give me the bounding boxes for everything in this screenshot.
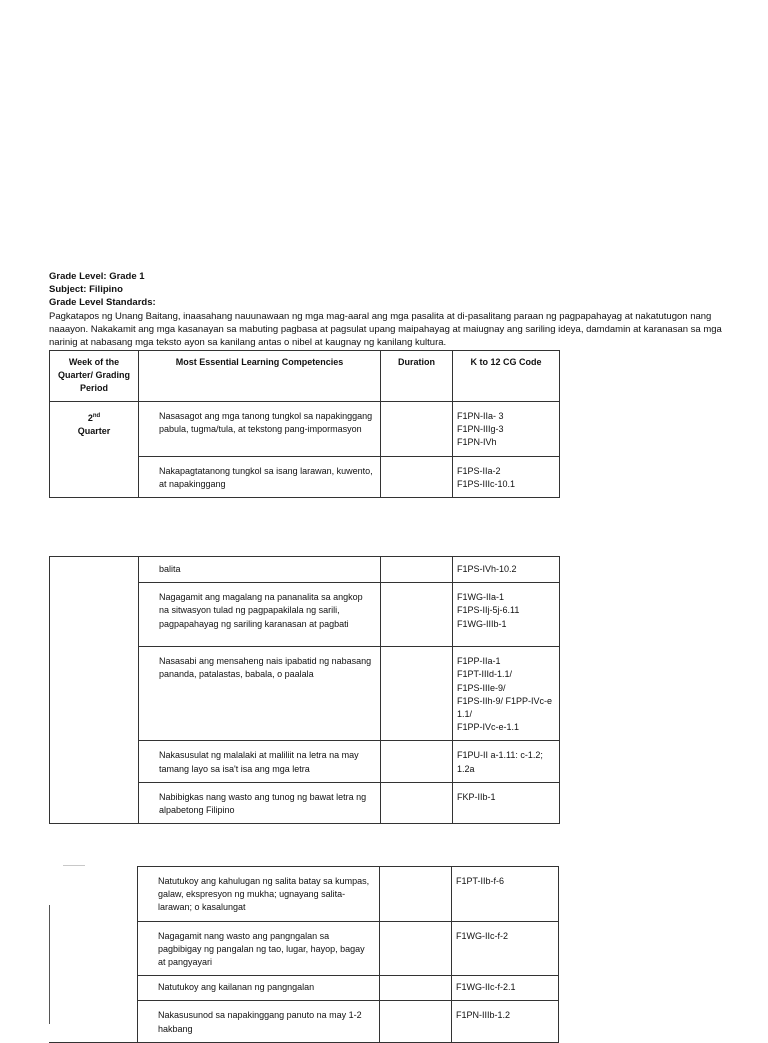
grade-level: Grade Level: Grade 1 <box>49 271 145 282</box>
competency-cell: Natutukoy ang kailanan ng pangngalan <box>138 976 380 1001</box>
week-cell <box>49 867 138 1043</box>
duration-cell <box>381 402 453 457</box>
document-header <box>49 270 729 349</box>
week-cell <box>50 402 139 498</box>
subject: Subject: Filipino <box>49 284 123 296</box>
competency-table-3 <box>49 866 559 1043</box>
table-row <box>49 867 559 922</box>
competency-cell: Natutukoy ang kahulugan ng salita batay sa kumpas, galaw, ekspresyon ng mukha; ugnayang salita-larawan; o kasalungat <box>138 867 380 922</box>
duration-cell <box>381 647 453 741</box>
competency-cell: Nagagamit ang magalang na pananalita sa angkop na sitwasyon tulad ng pagpapakilala ng sarili, pagpapahayag ng sariling karanasan at pagbati <box>139 583 381 647</box>
quarter-label: 2nd Quarter <box>77 413 111 437</box>
duration-cell <box>381 782 453 823</box>
competency-cell: balita <box>139 557 381 583</box>
competency-cell: Nabibigkas nang wasto ang tunog ng bawat letra ng alpabetong Filipino <box>139 782 381 823</box>
code-cell: F1PN-IIa- 3 F1PN-IIIg-3 F1PN-IVh <box>453 402 560 457</box>
duration-cell <box>380 867 452 922</box>
header-code: K to 12 CG Code <box>453 351 560 402</box>
competency-table-1 <box>49 350 560 498</box>
competency-cell: Nakapagtatanong tungkol sa isang larawan, kuwento, at napakinggang <box>139 456 381 497</box>
week-cell <box>50 557 139 824</box>
duration-cell <box>380 976 452 1001</box>
duration-cell <box>381 741 453 782</box>
duration-cell <box>381 557 453 583</box>
table-row <box>50 402 560 457</box>
duration-cell <box>381 583 453 647</box>
duration-cell <box>381 456 453 497</box>
code-cell: F1WG-IIc-f-2.1 <box>452 976 559 1001</box>
code-cell: F1PS-IVh-10.2 <box>453 557 560 583</box>
code-cell: F1PP-IIa-1 F1PT-IIId-1.1/ F1PS-IIIe-9/ F1PS-IIh-9/ F1PP-IVc-e 1.1/ F1PP-IVc-e-1.1 <box>453 647 560 741</box>
code-cell: F1WG-IIc-f-2 <box>452 921 559 976</box>
competency-cell: Nasasagot ang mga tanong tungkol sa napakinggang pabula, tugma/tula, at tekstong pang-impormasyon <box>139 402 381 457</box>
duration-cell <box>380 921 452 976</box>
competency-cell: Nakasusunod sa napakinggang panuto na may 1-2 hakbang <box>138 1001 380 1042</box>
competency-cell: Nakasusulat ng malalaki at maliliit na letra na may tamang layo sa isa't isa ang mga letra <box>139 741 381 782</box>
code-cell: F1WG-IIa-1 F1PS-IIj-5j-6.11 F1WG-IIIb-1 <box>453 583 560 647</box>
code-cell: F1PS-IIa-2 F1PS-IIIc-10.1 <box>453 456 560 497</box>
standards-text: Pagkatapos ng Unang Baitang, inaasahang nauunawaan ng mga mag-aaral ang mga pasalita at di-pasalitang paraan ng pagpapahayag at nakatutugon nang naaayon. Nakakamit ang mga kasanayan sa mabuting pagbasa at pagsulat upang maipahayag at maiugnay ang sariling ideya, damdamin at karanasan sa mga narinig at nabasang mga teksto ayon sa kanilang antas o nibel at kaugnay ng kanilang kultura. <box>49 310 722 349</box>
code-cell: FKP-IIb-1 <box>453 782 560 823</box>
standards-heading: Grade Level Standards: <box>49 297 156 309</box>
table-header-row <box>50 351 560 402</box>
competency-cell: Nagagamit nang wasto ang pangngalan sa pagbibigay ng pangalan ng tao, lugar, hayop, bagay at pangyayari <box>138 921 380 976</box>
header-duration: Duration <box>381 351 453 402</box>
duration-cell <box>380 1001 452 1042</box>
table-row <box>50 557 560 583</box>
header-week: Week of the Quarter/ Grading Period <box>50 351 139 402</box>
code-cell: F1PT-IIb-f-6 <box>452 867 559 922</box>
code-cell: F1PU-II a-1.11: c-1.2; 1.2a <box>453 741 560 782</box>
competency-table-2 <box>49 556 560 824</box>
code-cell: F1PN-IIIb-1.2 <box>452 1001 559 1042</box>
header-competency: Most Essential Learning Competencies <box>139 351 381 402</box>
competency-cell: Nasasabi ang mensaheng nais ipabatid ng nabasang pananda, patalastas, babala, o paalala <box>139 647 381 741</box>
